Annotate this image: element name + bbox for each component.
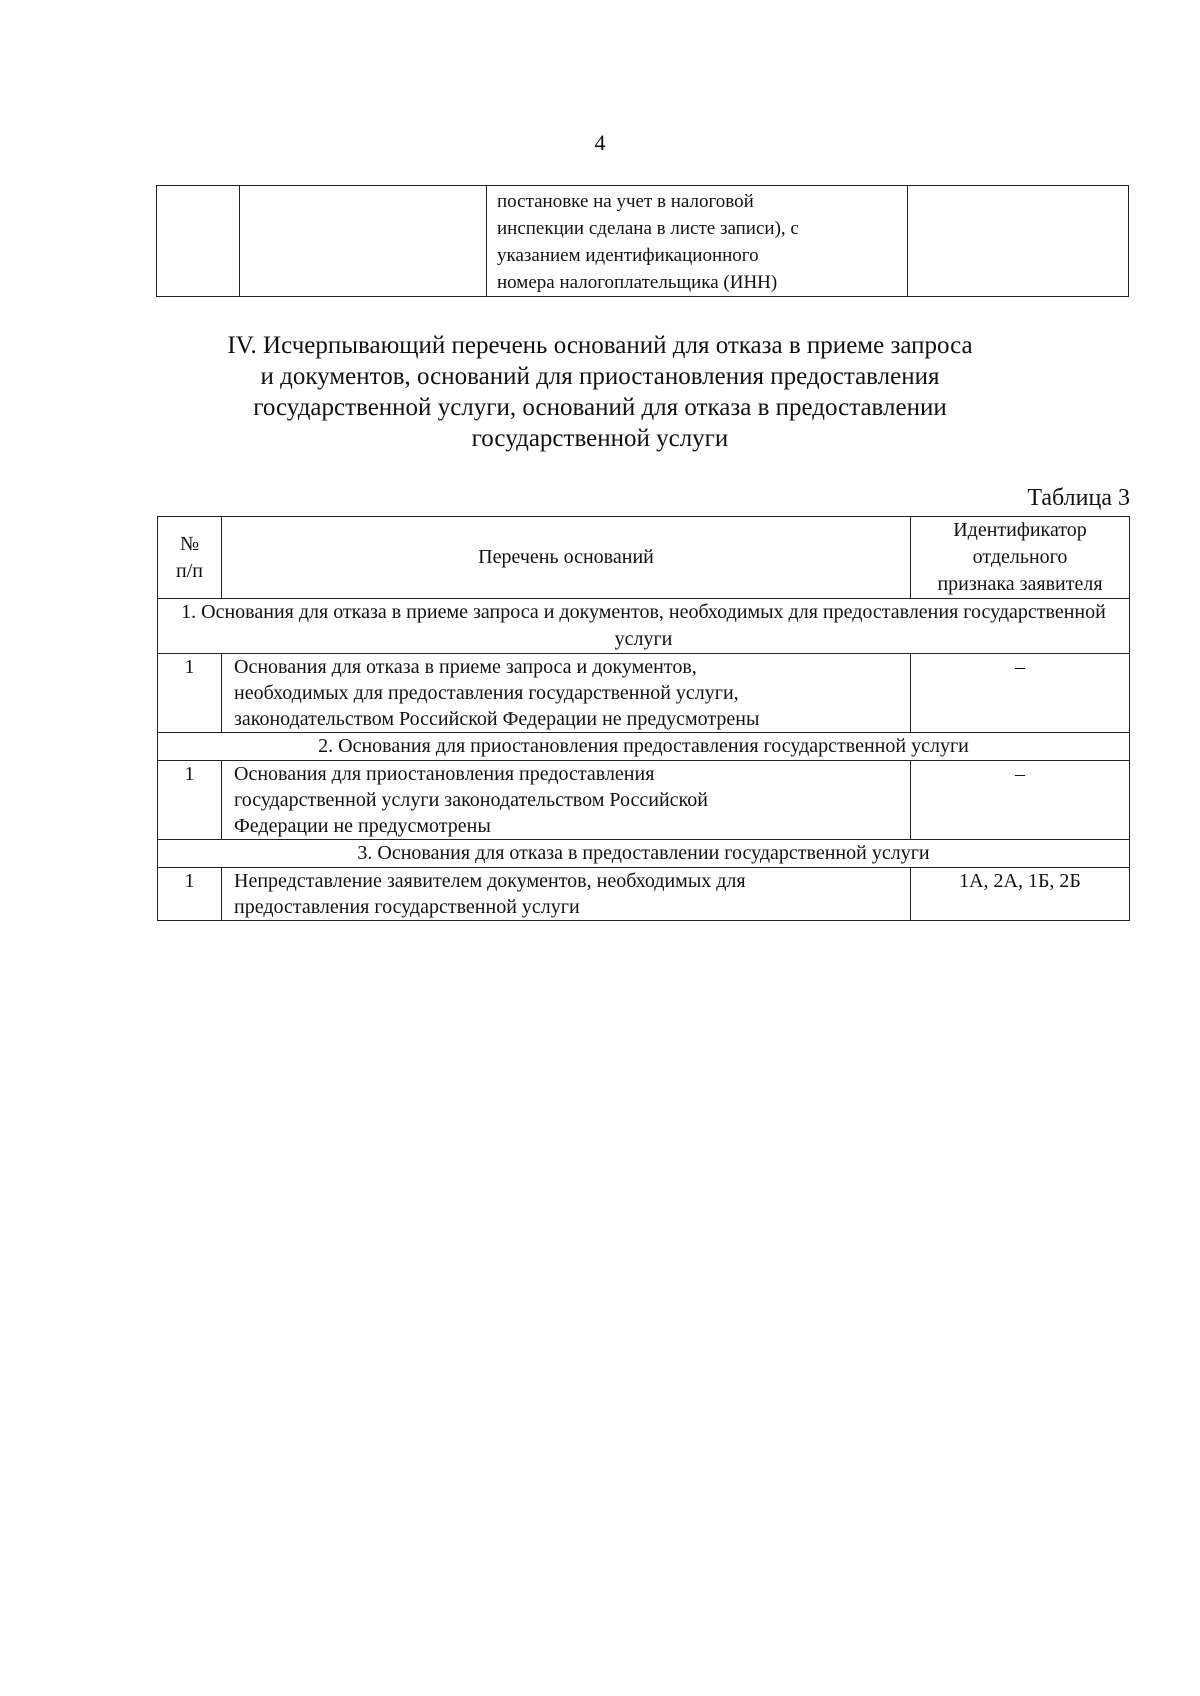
table-header-row: [158, 517, 1130, 599]
group-row: [158, 599, 1130, 654]
group-title: 1. Основания для отказа в приеме запроса и документов, необходимых для предоставления государственной услуги: [158, 599, 1130, 654]
row-identifier: 1А, 2А, 1Б, 2Б: [911, 868, 1130, 921]
table-row: [158, 868, 1130, 921]
table-row: [158, 654, 1130, 733]
header-id: Идентификатор отдельного признака заявителя: [911, 517, 1130, 599]
row-text: Непредставление заявителем документов, необходимых для предоставления государственной услуги: [222, 868, 911, 921]
table-cell: [157, 186, 240, 297]
row-identifier: –: [911, 761, 1130, 840]
table-cell: [240, 186, 487, 297]
row-number: 1: [158, 654, 222, 733]
row-text: Основания для приостановления предоставления государственной услуги законодательством Российской Федерации не предусмотрены: [222, 761, 911, 840]
group-title: 3. Основания для отказа в предоставлении государственной услуги: [158, 840, 1130, 868]
continuation-table: [156, 185, 1129, 297]
group-row: [158, 733, 1130, 761]
grounds-table: [157, 516, 1130, 921]
table-row: [157, 186, 1129, 297]
page-number: 4: [594, 130, 606, 155]
group-row: [158, 840, 1130, 868]
row-identifier: –: [911, 654, 1130, 733]
table-cell: [487, 186, 908, 297]
group-title: 2. Основания для приостановления предоставления государственной услуги: [158, 733, 1130, 761]
header-num: № п/п: [158, 517, 222, 599]
row-text: Основания для отказа в приеме запроса и документов, необходимых для предоставления государственной услуги, законодательством Российской Федерации не предусмотрены: [222, 654, 911, 733]
row-number: 1: [158, 761, 222, 840]
row-number: 1: [158, 868, 222, 921]
header-list: Перечень оснований: [222, 517, 911, 599]
section-heading: IV. Исчерпывающий перечень оснований для отказа в приеме запроса и документов, оснований для приостановления предоставления государственной услуги, оснований для отказа в предоставлении государственной услуги: [227, 332, 973, 452]
table-row: [158, 761, 1130, 840]
table-caption: Таблица 3: [1027, 485, 1130, 511]
table-cell: [908, 186, 1129, 297]
continuation-text: постановке на учет в налоговой инспекции сделана в листе записи), с указанием идентификационного номера налогоплательщика (ИНН): [497, 191, 799, 293]
